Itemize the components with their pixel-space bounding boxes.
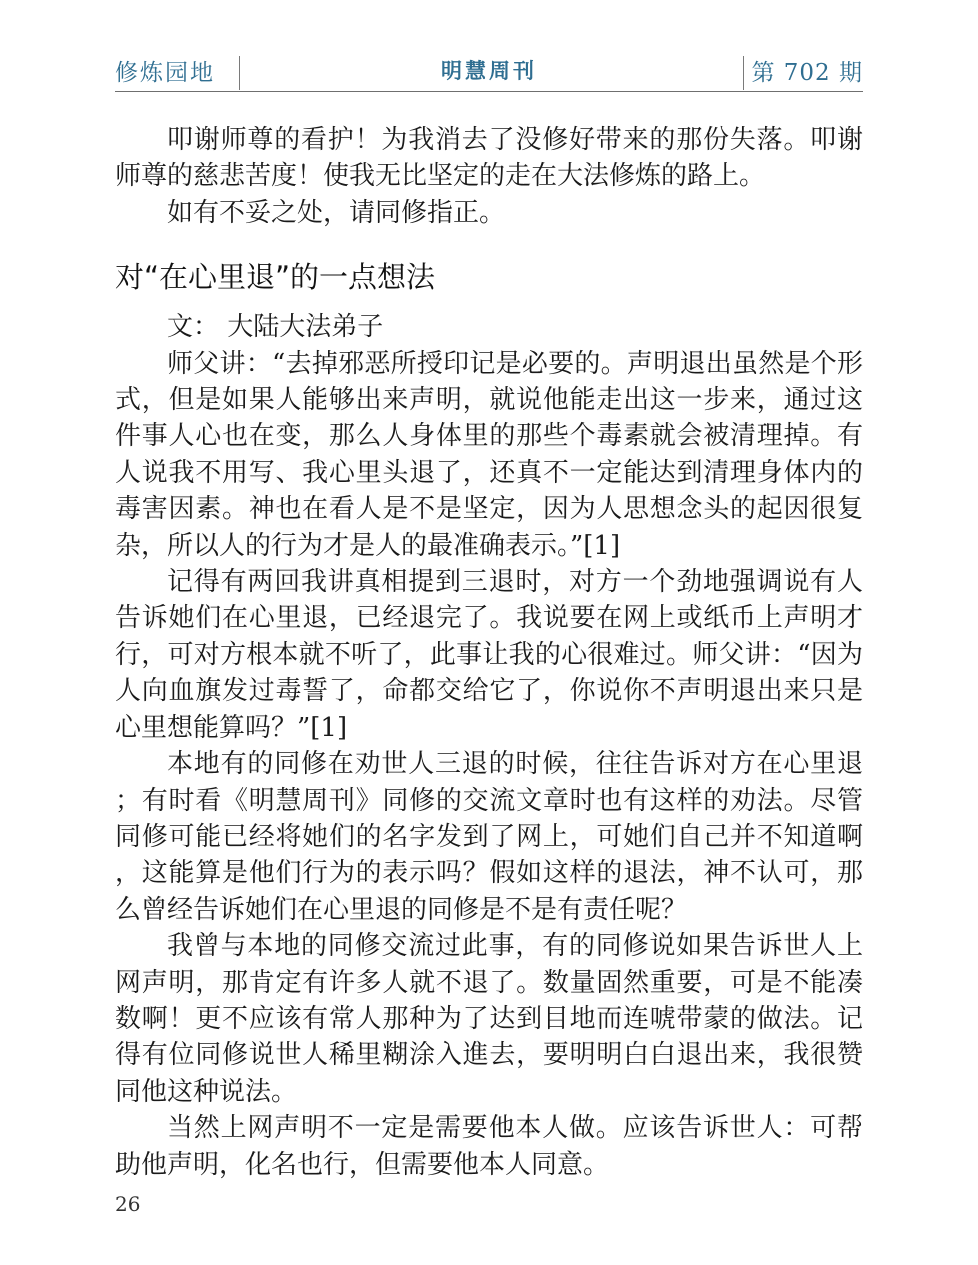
article-title: 对“在心里退”的一点想法 xyxy=(115,260,436,295)
paragraph: 师父讲：“去掉邪恶所授印记是必要的。声明退出虽然是个形式，但是如果人能够出来声明，就说他能走出这一步来，通过这件事人心也在变，那么人身体里的那些个毒素就会被清理掉。有人说我不用写、我心里头退了，还真不一定能达到清理身体内的毒害因素。神也在看人是不是坚定，因为人思想念头的起因很复杂，所以人的行为才是人的最准确表示。”[1] xyxy=(115,348,863,561)
article-byline: 文： 大陆大法弟子 xyxy=(167,312,384,343)
page-number: 26 xyxy=(115,1192,141,1216)
paragraph: 本地有的同修在劝世人三退的时候，往往告诉对方在心里退；有时看《明慧周刊》同修的交流文章时也有这样的劝法。尽管同修可能已经将她们的名字发到了网上，可她们自己并不知道啊，这能算是他们行为的表示吗？假如这样的退法，神不认可，那么曾经告诉她们在心里退的同修是不是有责任呢？ xyxy=(115,749,863,925)
paragraph: 记得有两回我讲真相提到三退时，对方一个劲地强调说有人告诉她们在心里退，已经退完了。我说要在网上或纸币上声明才行，可对方根本就不听了，此事让我的心很难过。师父讲：“因为人向血旗发过毒誓了，命都交给它了，你说你不声明退出来只是心里想能算吗？”[1] xyxy=(115,567,863,743)
publication-title: 明慧周刊 xyxy=(441,59,537,83)
article xyxy=(115,257,863,1183)
paragraph: 如有不妥之处，请同修指正。 xyxy=(167,197,506,228)
issue-number: 第 702 期 xyxy=(751,60,863,86)
header-divider-right xyxy=(743,56,744,90)
section-name: 修炼园地 xyxy=(115,60,215,86)
paragraph: 当然上网声明不一定是需要他本人做。应该告诉世人：可帮助他声明，化名也行，但需要他本人同意。 xyxy=(115,1113,863,1180)
previous-article-ending xyxy=(115,122,863,231)
page-content xyxy=(115,122,863,1183)
page-header xyxy=(115,50,863,92)
header-rule xyxy=(115,91,863,92)
paragraph: 我曾与本地的同修交流过此事，有的同修说如果告诉世人上网声明，那肯定有许多人就不退了。数量固然重要，可是不能凑数啊！更不应该有常人那种为了达到目地而连唬带蒙的做法。记得有位同修说世人稀里糊涂入進去，要明明白白退出来，我很赞同他这种说法。 xyxy=(115,931,863,1107)
paragraph: 叩谢师尊的看护！为我消去了没修好带来的那份失落。叩谢师尊的慈悲苦度！使我无比坚定的走在大法修炼的路上。 xyxy=(115,125,863,192)
